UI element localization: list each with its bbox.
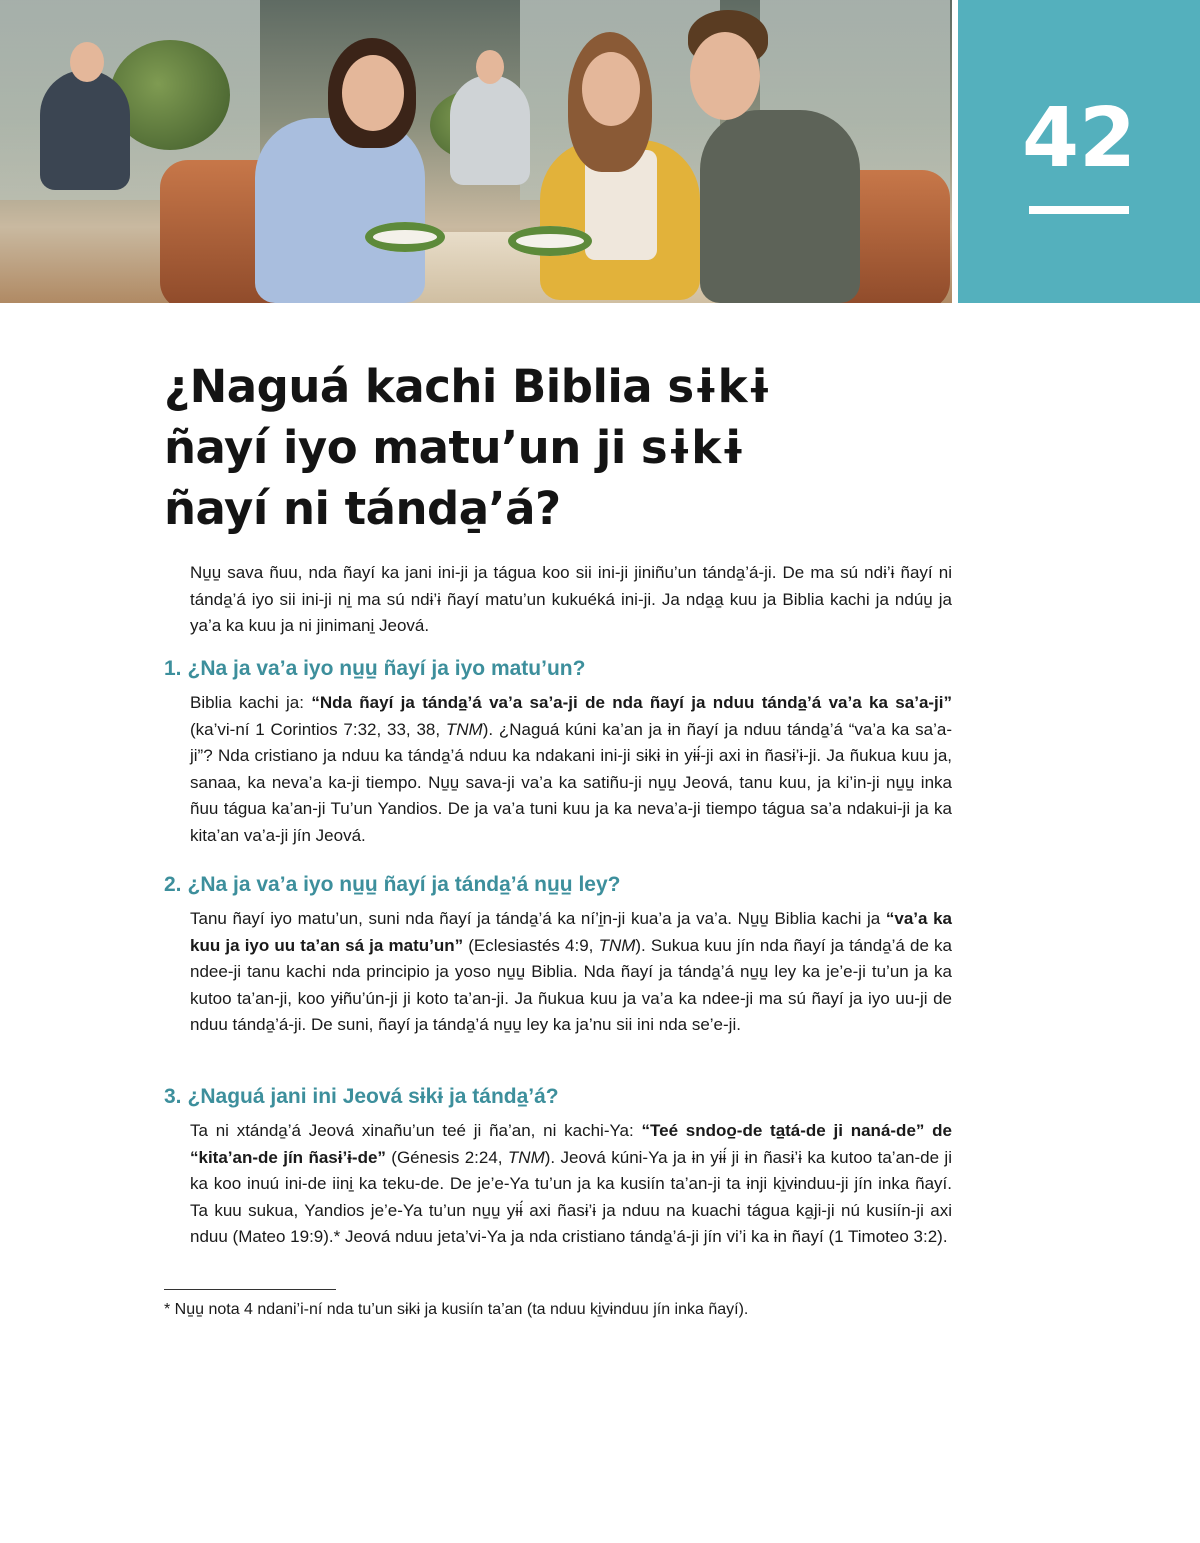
- answer-text: (Eclesiastés 4:9,: [463, 935, 599, 955]
- question-heading-2: [164, 872, 620, 898]
- answer-text: Ta ni xtánda̠’á Jeová xinañu’un teé ji ña’an, ni kachi-Ya:: [190, 1121, 642, 1140]
- chapter-number: 42: [1021, 91, 1137, 186]
- bible-quote: “Nda ñayí ja tánda̠’á va’a sa’a-ji de nda ñayí ja nduu tánda̠’á va’a ka sa’a-ji”: [311, 693, 953, 712]
- footnote: * Nu̠u̠ nota 4 ndani’i-ní nda tu’un sɨkɨ ja kusiín ta’an (ta nduu ki̠vɨnduu jín inka ñayí).: [164, 1301, 749, 1318]
- answer-text: ). ¿Naguá kúni ka’an ja ɨn ñayí ja nduu tánda̠’á “va’a ka sa’a-ji”? Nda cristiano ja nduu ka tánda̠’á nduu ka ndakani ini-ji sɨkɨ ɨn yɨɨ́-ji axi ɨn ñasɨ’ɨ-ji. Ja ñukua kuu ja, sanaa, ka neva’a ka-ji tiempo. Nu̠u̠ sava-ji va’a ka satiñu-ji nu̠u̠ Jeová, tanu kuu, ja ki’in-ji nu̠u̠ inka ñuu tágua ka’an-ji Tu’un Yandios. De ja va’a tuni kuu ja ka neva’a-ji tiempo tágua sa’a ndakui-ji ja ka kita’an va’a-ji jín Jeová.: [190, 719, 952, 845]
- answer-paragraph-2: [190, 906, 952, 1039]
- answer-text: Biblia kachi ja:: [190, 693, 312, 712]
- question-text: ¿Na ja va’a iyo nu̠u̠ ñayí ja iyo matu’un?: [187, 657, 586, 680]
- translation-abbrev: TNM: [598, 935, 636, 955]
- question-text: ¿Na ja va’a iyo nu̠u̠ ñayí ja tánda̠’á nu̠u̠ ley?: [187, 873, 621, 896]
- question-heading-1: [164, 656, 585, 682]
- answer-paragraph-3: [190, 1118, 952, 1251]
- answer-paragraph-1: [190, 690, 952, 849]
- page-title: ¿Naguá kachi Biblia sɨkɨ ñayí iyo matu’un ji sɨkɨ ñayí ni tánda̠’á?: [164, 360, 772, 535]
- translation-abbrev: TNM: [445, 719, 483, 739]
- answer-text: Tanu ñayí iyo matu’un, suni nda ñayí ja tánda̠’á ka ní’i̠n-ji kua’a ja va’a. Nu̠u̠ Biblia kachi ja: [190, 909, 886, 928]
- chapter-rule: [1029, 206, 1129, 214]
- translation-abbrev: TNM: [507, 1147, 545, 1167]
- intro-paragraph: Nu̠u̠ sava ñuu, nda ñayí ka jani ini-ji ja tágua koo sii ini-ji jiniñu’un tánda̠’á-ji. De ma sú ndɨ’ɨ ñayí ni tánda̠’á iyo sii ini-ji ni̠ ma sú ndɨ’ɨ ñayí matu’un kukuéká ini-ji. Ja nda̠a̠ kuu ja Biblia kachi ja ndúu̠ ja ya’a ka kuu ja ni jinimani̠ Jeová.: [190, 563, 952, 635]
- question-number: 3.: [164, 1085, 182, 1108]
- answer-text: ). Jeová kúni-Ya ja ɨn yɨɨ́ ji ɨn ñasɨ’ɨ ka kutoo ta’an-de ji ka koo inuú ini-de iini̠ ka teku-de. De je’e-Ya tu’un ja ka kusiín ta’an-ji ta ɨnji ki̠vɨnduu-ji jín inka ñayí. Ta kuu sukua, Yandios je’e-Ya tu’un nu̠u̠ yɨɨ́ axi ñasɨ’ɨ ja nduu na kuachi tágua ka̠ji-ji nú kusiín-ji axi nduu (Mateo 19:9).* Jeová nduu jeta’vi-Ya ja nda cristiano tánda̠’á-ji jín vi’i ka ɨn ñayí (1 Timoteo 3:2).: [190, 1147, 952, 1246]
- question-number: 1.: [164, 657, 182, 680]
- answer-text: ). Sukua kuu jín nda ñayí ja tánda̠’á de ka ndee-ji tanu kachi nda principio ja yoso nu̠u̠ Biblia. Nda ñayí ja tánda̠’á nu̠u̠ ley ka je’e-ji tu’un ja ka kutoo ta’an-ji, koo yɨñu’ún-ji ji koto ta’an-ji. Ja ñukua kuu ja va’a ka ndee-ji ma sú ñayí ja iyo uu-ji de nduu tánda̠’á-ji. De suni, ñayí ja tánda̠’á nu̠u̠ ley ka ja’nu sii ini nda se’e-ji.: [190, 935, 953, 1034]
- question-number: 2.: [164, 873, 182, 896]
- bible-quote: “va’a ka kuu ja iyo uu ta’an sá ja matu’un”: [190, 909, 952, 955]
- question-heading-3: [164, 1084, 559, 1110]
- question-text: ¿Naguá jani ini Jeová sɨkɨ ja tánda̠’á?: [187, 1085, 559, 1108]
- answer-text: (ka’vi-ní 1 Corintios 7:32, 33, 38,: [190, 719, 446, 739]
- bible-quote: “Teé sndoo̠-de ta̠tá-de ji naná-de” de “kita’an-de jín ñasɨ’ɨ-de”: [190, 1121, 952, 1167]
- hero-photo: [0, 0, 952, 303]
- answer-text: (Génesis 2:24,: [385, 1147, 508, 1167]
- chapter-panel: [958, 0, 1200, 303]
- footnote-divider: [164, 1289, 336, 1290]
